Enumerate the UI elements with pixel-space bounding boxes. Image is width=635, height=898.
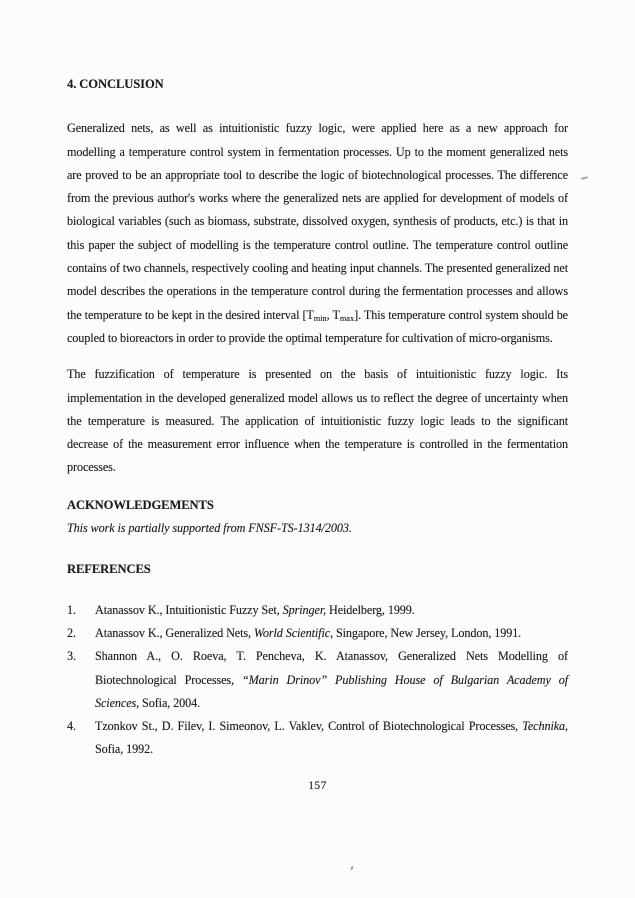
reference-number: 4. xyxy=(67,719,76,734)
reference-1-segment-3: Heidelberg, 1999. xyxy=(326,602,415,617)
reference-4-segment-1: Tzonkov St., D. Filev, I. Simeonov, L. Vaklev, Control of Biotechnological Processes, xyxy=(95,719,523,734)
reference-text xyxy=(95,645,568,715)
reference-number: 2. xyxy=(67,625,76,640)
references-list xyxy=(67,599,568,762)
paragraph-1-segment-2: , T xyxy=(326,307,340,322)
reference-3-publisher: “Marin Drinov” Publishing House of Bulgarian Academy of Sciences xyxy=(95,672,568,710)
reference-1-segment-1: Atanassov K., Intuitionistic Fuzzy Set, xyxy=(95,602,283,617)
reference-text xyxy=(95,715,568,762)
reference-text xyxy=(95,622,568,645)
page-number: 157 xyxy=(308,779,327,792)
reference-item-3 xyxy=(67,645,568,715)
reference-item-4 xyxy=(67,715,568,762)
reference-4-publisher: Technika xyxy=(522,719,566,734)
reference-1-publisher: Springer, xyxy=(282,602,327,617)
reference-3-segment-3: , Sofia, 2004. xyxy=(136,695,201,710)
references-heading: REFERENCES xyxy=(67,562,151,577)
reference-number: 3. xyxy=(67,649,76,664)
reference-item-2 xyxy=(67,622,568,645)
reference-number: 1. xyxy=(67,602,76,617)
scan-artifact-speck xyxy=(350,866,353,870)
acknowledgements-text: This work is partially supported from FNSF-TS-1314/2003. xyxy=(67,521,352,536)
conclusion-paragraph-2: The fuzzification of temperature is presented on the basis of intuitionistic fuzzy logic. Its implementation in the developed generalized model allows us to reflect the degree of uncertainty when the temperature is measured. The application of intuitionistic fuzzy logic leads to the significant decrease of the measurement error influence when the temperature is controlled in the fermentation processes. xyxy=(67,367,568,475)
scan-artifact-dash xyxy=(581,176,588,179)
reference-2-publisher: World Scientific xyxy=(253,625,331,640)
reference-2-segment-1: Atanassov K., Generalized Nets, xyxy=(95,625,254,640)
conclusion-paragraph-1 xyxy=(67,117,568,350)
reference-3-segment-1: Shannon A., O. Roeva, T. Pencheva, K. Atanassov, Generalized Nets Modelling of Biotechnological Processes, xyxy=(95,649,568,687)
acknowledgements-heading: ACKNOWLEDGEMENTS xyxy=(67,497,214,512)
reference-text xyxy=(95,599,568,622)
conclusion-heading: 4. CONCLUSION xyxy=(67,77,164,91)
reference-item-1 xyxy=(67,599,568,622)
reference-4-segment-3: , Sofia, 1992. xyxy=(95,719,568,757)
tmax-subscript: max xyxy=(339,313,355,323)
tmin-subscript: min xyxy=(313,313,327,323)
paragraph-1-segment-3: ]. This temperature control system should be coupled to bioreactors in order to provide the optimal temperature for cultivation of micro-organisms. xyxy=(67,307,568,345)
paragraph-1-segment-1: Generalized nets, as well as intuitionistic fuzzy logic, were applied here as a new approach for modelling a temperature control system in fermentation processes. Up to the moment generalized nets are proved to be an appropriate tool to describe the logic of biotechnological processes. The difference from the previous author's works where the generalized nets are applied for development of models of biological variables (such as biomass, substrate, dissolved oxygen, synthesis of products, etc.) is that in this paper the subject of modelling is the temperature control outline. The temperature control outline contains of two channels, respectively cooling and heating input channels. The presented generalized net model describes the operations in the temperature control during the fermentation processes and allows the temperature to be kept in the desired interval [T xyxy=(67,121,568,322)
reference-2-segment-3: , Singapore, New Jersey, London, 1991. xyxy=(330,625,522,640)
